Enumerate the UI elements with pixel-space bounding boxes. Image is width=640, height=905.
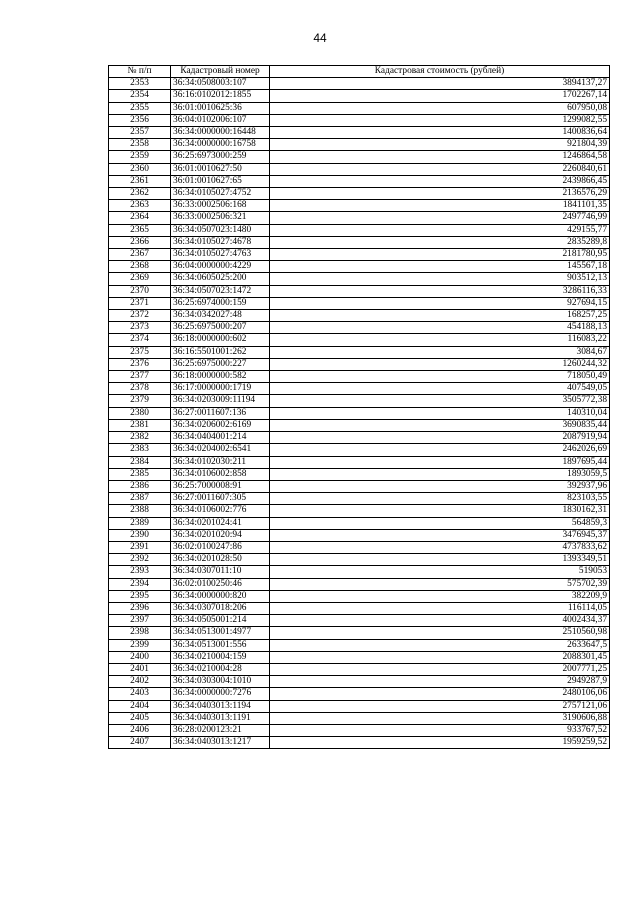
- row-number-cell: 2397: [109, 615, 171, 627]
- table-row: [109, 310, 610, 322]
- row-number-cell: 2385: [109, 468, 171, 480]
- cadastral-cost-cell: 3190606,88: [270, 712, 610, 724]
- cadastral-number-cell: 36:25:6975000:227: [171, 358, 270, 370]
- cadastral-cost-cell: 392937,96: [270, 480, 610, 492]
- cadastral-cost-cell: 933767,52: [270, 724, 610, 736]
- row-number-cell: 2404: [109, 700, 171, 712]
- cadastral-cost-cell: 3690835,44: [270, 419, 610, 431]
- cadastral-cost-cell: 1893059,5: [270, 468, 610, 480]
- table-row: [109, 700, 610, 712]
- row-number-cell: 2407: [109, 737, 171, 749]
- table-row: [109, 590, 610, 602]
- header-cadastral-cost: Кадастровая стоимость (рублей): [270, 66, 610, 78]
- row-number-cell: 2381: [109, 419, 171, 431]
- table-row: [109, 139, 610, 151]
- row-number-cell: 2389: [109, 517, 171, 529]
- row-number-cell: 2398: [109, 627, 171, 639]
- table-row: [109, 236, 610, 248]
- table-row: [109, 285, 610, 297]
- cadastral-cost-cell: 2835289,8: [270, 236, 610, 248]
- cadastral-number-cell: 36:25:6975000:207: [171, 322, 270, 334]
- table-row: [109, 517, 610, 529]
- table-row: [109, 541, 610, 553]
- row-number-cell: 2364: [109, 212, 171, 224]
- table-row: [109, 224, 610, 236]
- cadastral-number-cell: 36:34:0105027:4752: [171, 188, 270, 200]
- cadastral-cost-cell: 2462026,69: [270, 444, 610, 456]
- table-row: [109, 334, 610, 346]
- table-row: [109, 212, 610, 224]
- cadastral-cost-cell: 1959259,52: [270, 737, 610, 749]
- table-row: [109, 651, 610, 663]
- cadastral-cost-cell: 2007771,25: [270, 663, 610, 675]
- cadastral-number-cell: 36:17:0000000:1719: [171, 383, 270, 395]
- cadastral-cost-cell: 3476945,37: [270, 529, 610, 541]
- row-number-cell: 2384: [109, 456, 171, 468]
- row-number-cell: 2400: [109, 651, 171, 663]
- cadastral-number-cell: 36:34:0307011:10: [171, 566, 270, 578]
- cadastral-cost-cell: 2439866,45: [270, 175, 610, 187]
- table-row: [109, 663, 610, 675]
- cadastral-cost-cell: 1400836,64: [270, 127, 610, 139]
- cadastral-number-cell: 36:01:0010627:50: [171, 163, 270, 175]
- table-row: [109, 688, 610, 700]
- cadastral-number-cell: 36:02:0100250:46: [171, 578, 270, 590]
- cadastral-number-cell: 36:34:0106002:858: [171, 468, 270, 480]
- table-row: [109, 724, 610, 736]
- cadastral-cost-cell: 2949287,9: [270, 676, 610, 688]
- header-row-number: № п/п: [109, 66, 171, 78]
- row-number-cell: 2375: [109, 346, 171, 358]
- table-row: [109, 578, 610, 590]
- cadastral-number-cell: 36:25:7000008:91: [171, 480, 270, 492]
- table-row: [109, 615, 610, 627]
- cadastral-number-cell: 36:34:0505001:214: [171, 615, 270, 627]
- table-row: [109, 346, 610, 358]
- cadastral-cost-cell: 454188,13: [270, 322, 610, 334]
- cadastral-cost-cell: 4737833,62: [270, 541, 610, 553]
- row-number-cell: 2405: [109, 712, 171, 724]
- row-number-cell: 2380: [109, 407, 171, 419]
- cadastral-number-cell: 36:33:0002506:321: [171, 212, 270, 224]
- row-number-cell: 2366: [109, 236, 171, 248]
- cadastral-number-cell: 36:27:0011607:136: [171, 407, 270, 419]
- row-number-cell: 2390: [109, 529, 171, 541]
- table-row: [109, 200, 610, 212]
- table-row: [109, 676, 610, 688]
- cadastral-value-table: [108, 65, 610, 749]
- cadastral-number-cell: 36:02:0100247:86: [171, 541, 270, 553]
- cadastral-cost-cell: 519053: [270, 566, 610, 578]
- table-row: [109, 151, 610, 163]
- row-number-cell: 2386: [109, 480, 171, 492]
- cadastral-number-cell: 36:34:0507023:1480: [171, 224, 270, 236]
- cadastral-cost-cell: 2510560,98: [270, 627, 610, 639]
- table-row: [109, 566, 610, 578]
- row-number-cell: 2399: [109, 639, 171, 651]
- row-number-cell: 2359: [109, 151, 171, 163]
- cadastral-cost-cell: 140310,04: [270, 407, 610, 419]
- header-cadastral-number: Кадастровый номер: [171, 66, 270, 78]
- row-number-cell: 2394: [109, 578, 171, 590]
- cadastral-cost-cell: 1393349,51: [270, 554, 610, 566]
- table-row: [109, 114, 610, 126]
- row-number-cell: 2367: [109, 249, 171, 261]
- table-row: [109, 249, 610, 261]
- cadastral-cost-cell: 607950,08: [270, 102, 610, 114]
- row-number-cell: 2357: [109, 127, 171, 139]
- cadastral-number-cell: 36:34:0000000:16758: [171, 139, 270, 151]
- row-number-cell: 2378: [109, 383, 171, 395]
- table-row: [109, 407, 610, 419]
- cadastral-number-cell: 36:34:0106002:776: [171, 505, 270, 517]
- cadastral-cost-cell: 2260840,61: [270, 163, 610, 175]
- row-number-cell: 2370: [109, 285, 171, 297]
- cadastral-number-cell: 36:34:0201028:50: [171, 554, 270, 566]
- table-row: [109, 127, 610, 139]
- cadastral-cost-cell: 1299082,55: [270, 114, 610, 126]
- row-number-cell: 2369: [109, 273, 171, 285]
- cadastral-number-cell: 36:18:0000000:582: [171, 371, 270, 383]
- cadastral-cost-cell: 1260244,32: [270, 358, 610, 370]
- row-number-cell: 2372: [109, 310, 171, 322]
- table-header-row: [109, 66, 610, 78]
- cadastral-number-cell: 36:34:0000000:820: [171, 590, 270, 602]
- cadastral-number-cell: 36:34:0513001:4977: [171, 627, 270, 639]
- row-number-cell: 2374: [109, 334, 171, 346]
- cadastral-number-cell: 36:34:0105027:4763: [171, 249, 270, 261]
- table-row: [109, 737, 610, 749]
- cadastral-number-cell: 36:34:0204002:6541: [171, 444, 270, 456]
- table-row: [109, 505, 610, 517]
- cadastral-cost-cell: 718050,49: [270, 371, 610, 383]
- cadastral-cost-cell: 2136576,29: [270, 188, 610, 200]
- row-number-cell: 2382: [109, 432, 171, 444]
- cadastral-cost-cell: 407549,05: [270, 383, 610, 395]
- cadastral-cost-cell: 575702,39: [270, 578, 610, 590]
- cadastral-number-cell: 36:18:0000000:602: [171, 334, 270, 346]
- cadastral-number-cell: 36:34:0403013:1191: [171, 712, 270, 724]
- table-row: [109, 432, 610, 444]
- cadastral-cost-cell: 564859,3: [270, 517, 610, 529]
- row-number-cell: 2401: [109, 663, 171, 675]
- table-row: [109, 444, 610, 456]
- table-row: [109, 554, 610, 566]
- cadastral-number-cell: 36:33:0002506:168: [171, 200, 270, 212]
- row-number-cell: 2368: [109, 261, 171, 273]
- cadastral-number-cell: 36:34:0105027:4678: [171, 236, 270, 248]
- cadastral-cost-cell: 921804,39: [270, 139, 610, 151]
- row-number-cell: 2403: [109, 688, 171, 700]
- cadastral-number-cell: 36:01:0010627:65: [171, 175, 270, 187]
- table-row: [109, 627, 610, 639]
- cadastral-number-cell: 36:16:5501001:262: [171, 346, 270, 358]
- cadastral-number-cell: 36:34:0201020:94: [171, 529, 270, 541]
- table-row: [109, 371, 610, 383]
- row-number-cell: 2353: [109, 78, 171, 90]
- cadastral-cost-cell: 903512,13: [270, 273, 610, 285]
- cadastral-cost-cell: 823103,55: [270, 493, 610, 505]
- row-number-cell: 2387: [109, 493, 171, 505]
- row-number-cell: 2365: [109, 224, 171, 236]
- cadastral-number-cell: 36:34:0210004:159: [171, 651, 270, 663]
- cadastral-cost-cell: 3286116,33: [270, 285, 610, 297]
- row-number-cell: 2356: [109, 114, 171, 126]
- cadastral-number-cell: 36:34:0102030:211: [171, 456, 270, 468]
- cadastral-number-cell: 36:34:0342027:48: [171, 310, 270, 322]
- row-number-cell: 2363: [109, 200, 171, 212]
- table-row: [109, 493, 610, 505]
- row-number-cell: 2395: [109, 590, 171, 602]
- cadastral-number-cell: 36:34:0403013:1217: [171, 737, 270, 749]
- cadastral-cost-cell: 1702267,14: [270, 90, 610, 102]
- table-row: [109, 163, 610, 175]
- row-number-cell: 2358: [109, 139, 171, 151]
- cadastral-number-cell: 36:34:0000000:16448: [171, 127, 270, 139]
- row-number-cell: 2391: [109, 541, 171, 553]
- cadastral-cost-cell: 2497746,99: [270, 212, 610, 224]
- cadastral-number-cell: 36:34:0403013:1194: [171, 700, 270, 712]
- cadastral-number-cell: 36:34:0513001:556: [171, 639, 270, 651]
- cadastral-cost-cell: 927694,15: [270, 297, 610, 309]
- cadastral-number-cell: 36:34:0508003:107: [171, 78, 270, 90]
- table-row: [109, 395, 610, 407]
- table-row: [109, 78, 610, 90]
- cadastral-cost-cell: 116114,05: [270, 602, 610, 614]
- table-row: [109, 175, 610, 187]
- table-row: [109, 188, 610, 200]
- row-number-cell: 2361: [109, 175, 171, 187]
- cadastral-cost-cell: 1841101,35: [270, 200, 610, 212]
- table-row: [109, 261, 610, 273]
- cadastral-cost-cell: 145567,18: [270, 261, 610, 273]
- row-number-cell: 2392: [109, 554, 171, 566]
- row-number-cell: 2376: [109, 358, 171, 370]
- cadastral-cost-cell: 116083,22: [270, 334, 610, 346]
- row-number-cell: 2355: [109, 102, 171, 114]
- table-row: [109, 639, 610, 651]
- cadastral-number-cell: 36:25:6974000:159: [171, 297, 270, 309]
- row-number-cell: 2354: [109, 90, 171, 102]
- table-row: [109, 712, 610, 724]
- cadastral-cost-cell: 1897695,44: [270, 456, 610, 468]
- cadastral-cost-cell: 3894137,27: [270, 78, 610, 90]
- cadastral-cost-cell: 429155,77: [270, 224, 610, 236]
- row-number-cell: 2393: [109, 566, 171, 578]
- cadastral-cost-cell: 3084,67: [270, 346, 610, 358]
- cadastral-cost-cell: 4002434,37: [270, 615, 610, 627]
- row-number-cell: 2402: [109, 676, 171, 688]
- table-row: [109, 358, 610, 370]
- cadastral-number-cell: 36:34:0303004:1010: [171, 676, 270, 688]
- table-row: [109, 90, 610, 102]
- cadastral-number-cell: 36:04:0000000:4229: [171, 261, 270, 273]
- cadastral-number-cell: 36:16:0102012:1855: [171, 90, 270, 102]
- table-row: [109, 419, 610, 431]
- table-row: [109, 602, 610, 614]
- cadastral-cost-cell: 2181780,95: [270, 249, 610, 261]
- cadastral-cost-cell: 1830162,31: [270, 505, 610, 517]
- cadastral-number-cell: 36:27:0011607:305: [171, 493, 270, 505]
- cadastral-number-cell: 36:25:6973000:259: [171, 151, 270, 163]
- table-row: [109, 468, 610, 480]
- table-row: [109, 322, 610, 334]
- row-number-cell: 2383: [109, 444, 171, 456]
- row-number-cell: 2362: [109, 188, 171, 200]
- cadastral-number-cell: 36:34:0000000:7276: [171, 688, 270, 700]
- row-number-cell: 2388: [109, 505, 171, 517]
- cadastral-cost-cell: 2088301,45: [270, 651, 610, 663]
- table-row: [109, 102, 610, 114]
- cadastral-number-cell: 36:34:0201024:41: [171, 517, 270, 529]
- cadastral-number-cell: 36:04:0102006:107: [171, 114, 270, 126]
- cadastral-cost-cell: 3505772,38: [270, 395, 610, 407]
- cadastral-number-cell: 36:34:0210004:28: [171, 663, 270, 675]
- row-number-cell: 2377: [109, 371, 171, 383]
- cadastral-cost-cell: 382209,9: [270, 590, 610, 602]
- cadastral-cost-cell: 2480106,06: [270, 688, 610, 700]
- table-row: [109, 529, 610, 541]
- table-row: [109, 297, 610, 309]
- cadastral-cost-cell: 1246864,58: [270, 151, 610, 163]
- table-row: [109, 383, 610, 395]
- cadastral-number-cell: 36:34:0203009:11194: [171, 395, 270, 407]
- cadastral-number-cell: 36:34:0404001:214: [171, 432, 270, 444]
- table-row: [109, 273, 610, 285]
- row-number-cell: 2371: [109, 297, 171, 309]
- row-number-cell: 2360: [109, 163, 171, 175]
- row-number-cell: 2406: [109, 724, 171, 736]
- row-number-cell: 2396: [109, 602, 171, 614]
- page-number: 44: [313, 31, 327, 45]
- table-body: [109, 78, 610, 749]
- cadastral-cost-cell: 2087919,94: [270, 432, 610, 444]
- row-number-cell: 2373: [109, 322, 171, 334]
- cadastral-number-cell: 36:01:0010625:36: [171, 102, 270, 114]
- table-row: [109, 456, 610, 468]
- cadastral-cost-cell: 2633647,5: [270, 639, 610, 651]
- row-number-cell: 2379: [109, 395, 171, 407]
- cadastral-cost-cell: 168257,25: [270, 310, 610, 322]
- cadastral-number-cell: 36:34:0605025:200: [171, 273, 270, 285]
- table-row: [109, 480, 610, 492]
- cadastral-number-cell: 36:34:0206002:6169: [171, 419, 270, 431]
- cadastral-number-cell: 36:28:0200123:21: [171, 724, 270, 736]
- cadastral-cost-cell: 2757121,06: [270, 700, 610, 712]
- cadastral-number-cell: 36:34:0307018:206: [171, 602, 270, 614]
- cadastral-number-cell: 36:34:0507023:1472: [171, 285, 270, 297]
